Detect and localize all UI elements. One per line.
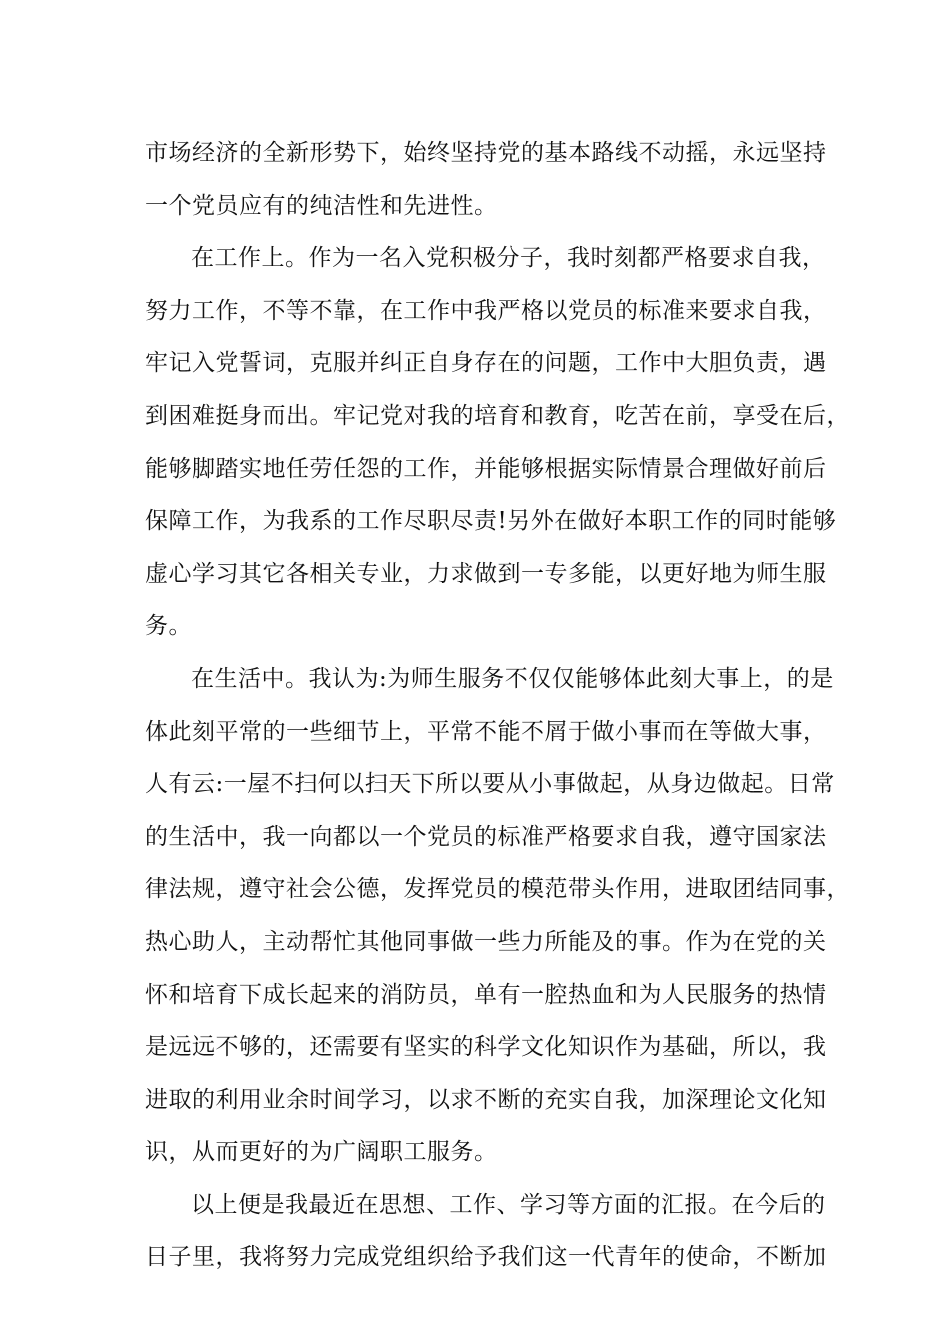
text-line: 律法规，遵守社会公德，发挥党员的模范带头作用，进取团结同事，: [145, 876, 850, 903]
paragraph-start-line: 在生活中。我认为:为师生服务不仅仅能够体此刻大事上，的是: [191, 665, 834, 692]
text-line: 进取的利用业余时间学习，以求不断的充实自我，加深理论文化知: [145, 1086, 827, 1113]
text-line: 的生活中，我一向都以一个党员的标准严格要求自我，遵守国家法: [145, 823, 827, 850]
text-line: 努力工作，不等不靠，在工作中我严格以党员的标准来要求自我，: [145, 297, 827, 324]
text-line: 虚心学习其它各相关专业，力求做到一专多能，以更好地为师生服: [145, 560, 827, 587]
text-line: 人有云:一屋不扫何以扫天下所以要从小事做起，从身边做起。日常: [145, 771, 835, 798]
text-line: 热心助人，主动帮忙其他同事做一些力所能及的事。作为在党的关: [145, 928, 827, 955]
text-line: 市场经济的全新形势下，始终坚持党的基本路线不动摇，永远坚持: [145, 140, 827, 166]
paragraph-start-line: 在工作上。作为一名入党积极分子，我时刻都严格要求自我，: [191, 245, 826, 272]
text-line: 保障工作，为我系的工作尽职尽责!另外在做好本职工作的同时能够: [145, 508, 837, 535]
text-line: 识，从而更好的为广阔职工服务。: [145, 1139, 498, 1166]
text-line: 能够脚踏实地任劳任怨的工作，并能够根据实际情景合理做好前后: [145, 455, 827, 482]
text-line: 务。: [145, 613, 192, 640]
text-line: 体此刻平常的一些细节上，平常不能不屑于做小事而在等做大事，: [145, 718, 827, 745]
body-text: [145, 127, 850, 1284]
text-line: 牢记入党誓词，克服并纠正自身存在的问题，工作中大胆负责，遇: [145, 350, 827, 377]
text-line: 一个党员应有的纯洁性和先进性。: [145, 192, 498, 219]
paragraph-start-line: 以上便是我最近在思想、工作、学习等方面的汇报。在今后的: [191, 1191, 826, 1218]
text-line: 是远远不够的，还需要有坚实的科学文化知识作为基础，所以，我: [145, 1034, 827, 1061]
text-line: 日子里，我将努力完成党组织给予我们这一代青年的使命，不断加: [145, 1244, 827, 1271]
text-line: 到困难挺身而出。牢记党对我的培育和教育，吃苦在前，享受在后，: [145, 402, 850, 429]
text-line: 怀和培育下成长起来的消防员，单有一腔热血和为人民服务的热情: [145, 981, 827, 1008]
